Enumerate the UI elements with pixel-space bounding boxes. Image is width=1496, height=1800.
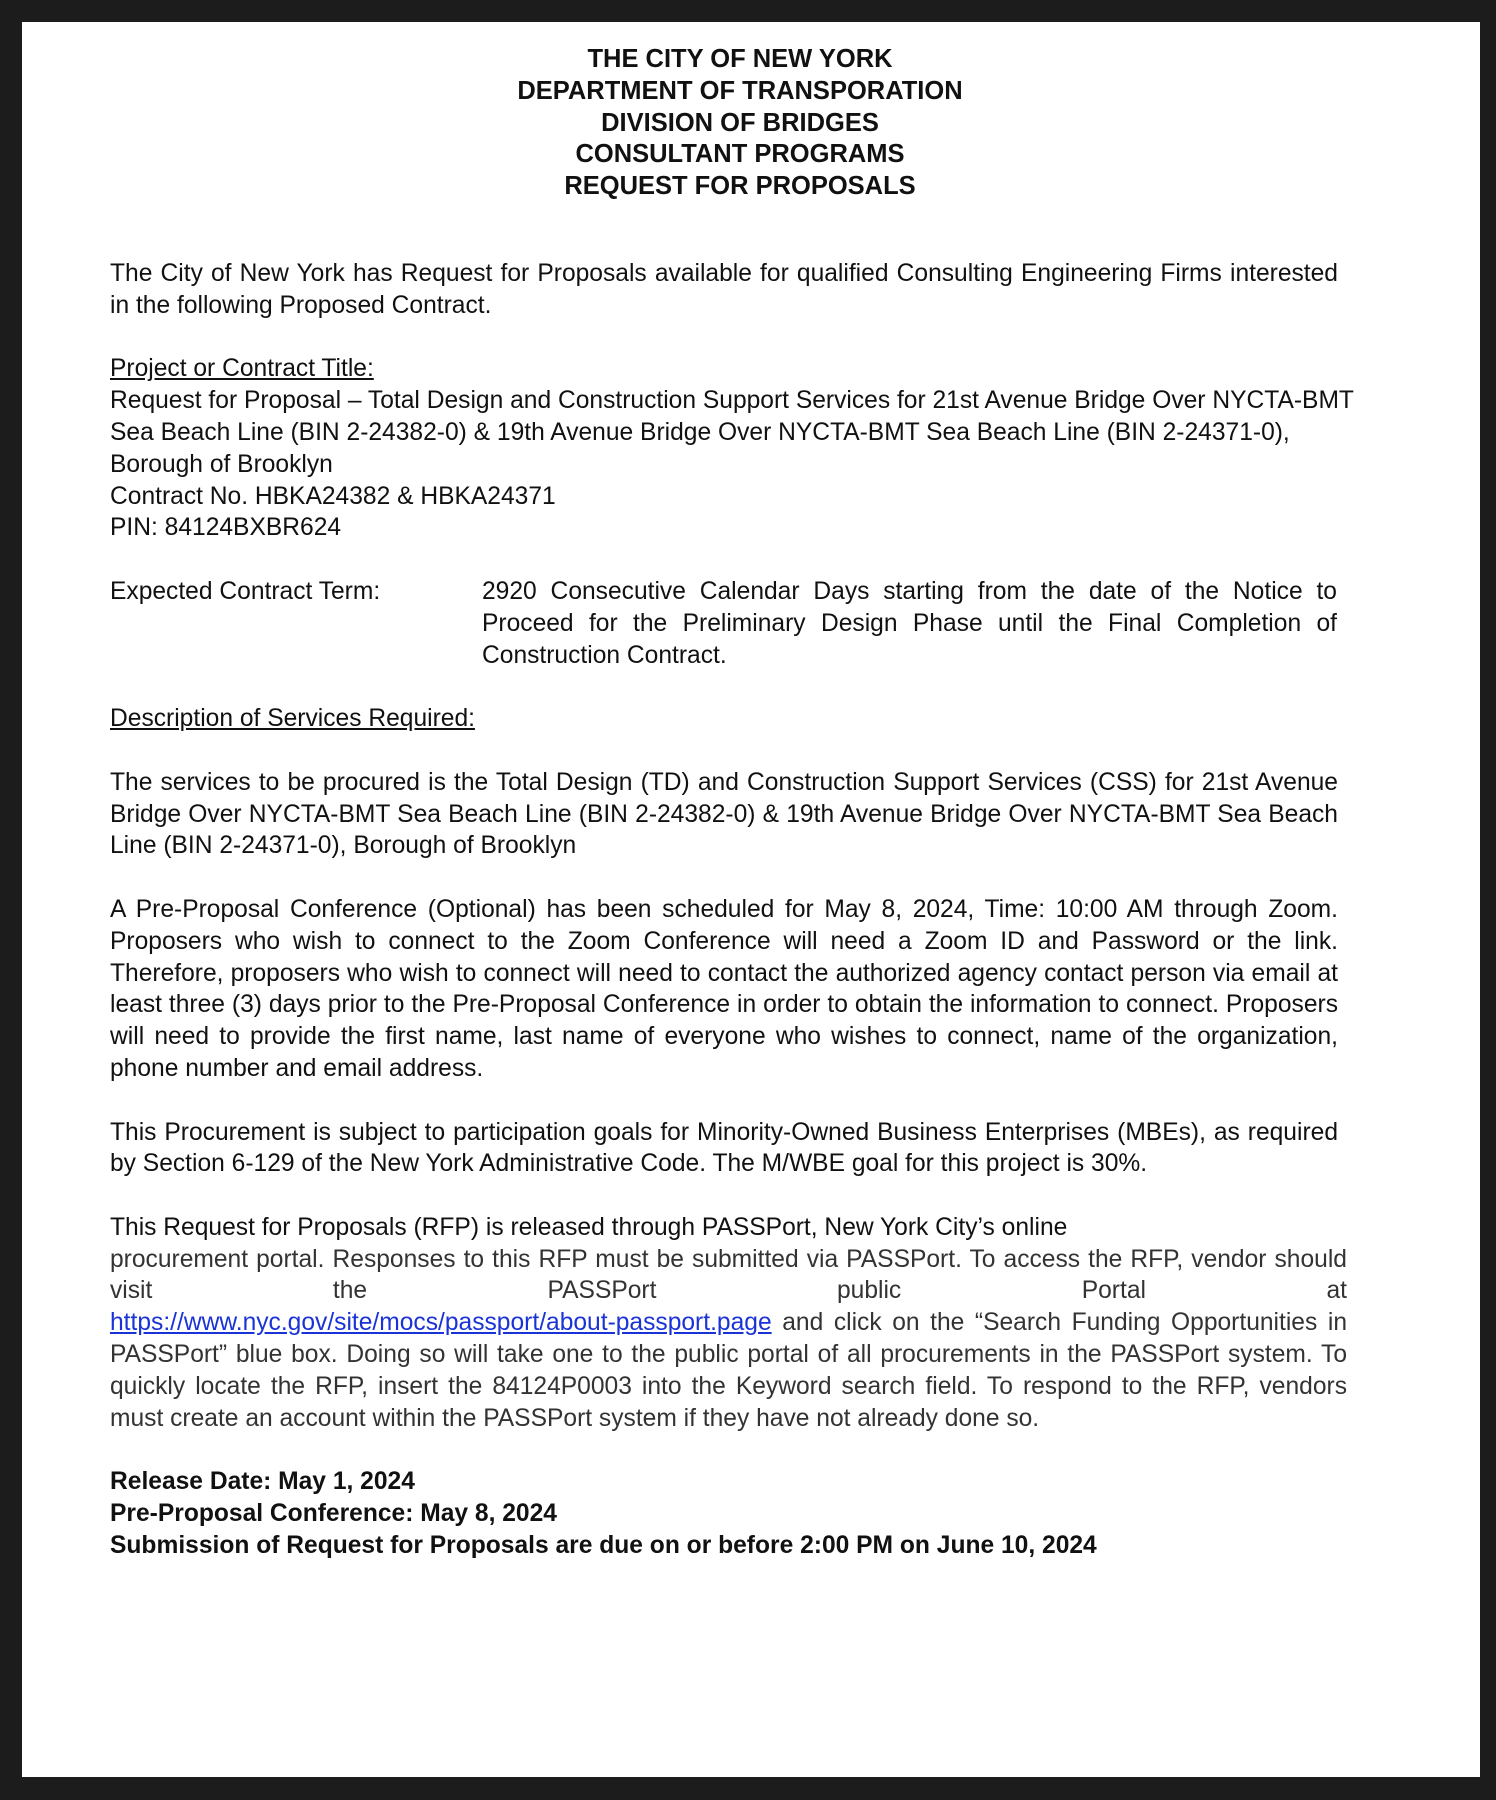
header-line-department: DEPARTMENT OF TRANSPORATION <box>517 76 963 105</box>
header-line-division: DIVISION OF BRIDGES <box>601 108 879 137</box>
conference-paragraph: A Pre-Proposal Conference (Optional) has been scheduled for May 8, 2024, Time: 10:00 AM through Zoom. Proposers who wish to connect to the Zoom Conference will need a Zoom ID and Password or the link. Therefore, proposers who wish to connect will need to contact the authorized agency contact person via email at least three (3) days prior to the Pre-Proposal Conference in order to obtain the information to connect. Proposers will need to provide the first name, last name of everyone who wishes to connect, name of the organization, phone number and email address. <box>110 895 1338 1082</box>
contract-number: Contract No. HBKA24382 & HBKA24371 <box>110 482 556 510</box>
passport-section <box>110 1212 1347 1435</box>
document-header <box>110 44 1370 203</box>
release-date: Release Date: May 1, 2024 <box>110 1468 415 1496</box>
project-title: Request for Proposal – Total Design and Construction Support Services for 21st Avenue Bridge Over NYCTA-BMT Sea Beach Line (BIN 2-24382-0) & 19th Avenue Bridge Over NYCTA-BMT Sea Beach Line (BIN 2-24371-0), Borough of Brooklyn <box>110 387 1354 478</box>
project-pin: PIN: 84124BXBR624 <box>110 514 342 542</box>
services-heading: Description of Services Required: <box>110 705 475 733</box>
key-dates <box>110 1466 1370 1561</box>
passport-text-after-link: and click on the “Search Funding Opportunities in PASSPort” blue box. Doing so will take one to the public portal of all procurements in the PASSPort system. To quickly locate the RFP, insert the 84124P0003 into the Keyword search field. To respond to the RFP, vendors must create an account within the PASSPort system if they have not already done so. <box>110 1309 1347 1432</box>
header-line-programs: CONSULTANT PROGRAMS <box>575 140 905 169</box>
passport-link-paragraph <box>110 1307 1347 1434</box>
project-section <box>110 353 1370 544</box>
passport-link[interactable]: https://www.nyc.gov/site/mocs/passport/about-passport.page <box>110 1309 772 1337</box>
submission-deadline: Submission of Request for Proposals are due on or before 2:00 PM on June 10, 2024 <box>110 1531 1097 1559</box>
document-page <box>22 22 1480 1777</box>
services-paragraph: The services to be procured is the Total Design (TD) and Construction Support Services (CSS) for 21st Avenue Bridge Over NYCTA-BMT Sea Beach Line (BIN 2-24382-0) & 19th Avenue Bridge Over NYCTA-BMT Sea Beach Line (BIN 2-24371-0), Borough of Brooklyn <box>110 768 1338 860</box>
passport-line1: This Request for Proposals (RFP) is released through PASSPort, New York City’s online <box>110 1213 1068 1241</box>
document-content <box>110 44 1370 1562</box>
contract-term-section <box>110 576 1370 671</box>
header-line-city: THE CITY OF NEW YORK <box>587 45 893 73</box>
passport-text-before-link: procurement portal. Responses to this RFP must be submitted via PASSPort. To access the RFP, vendor should visit the PASSPort public Portal at <box>110 1245 1347 1305</box>
contract-term-text: 2920 Consecutive Calendar Days starting from the date of the Notice to Proceed for the Preliminary Design Phase until the Final Completion of Construction Contract. <box>482 577 1337 669</box>
contract-term-label: Expected Contract Term: <box>110 577 381 605</box>
intro-paragraph: The City of New York has Request for Proposals available for qualified Consulting Engineering Firms interested in the following Proposed Contract. <box>110 259 1338 319</box>
header-line-rfp: REQUEST FOR PROPOSALS <box>564 172 916 201</box>
project-heading: Project or Contract Title: <box>110 355 374 383</box>
mbe-paragraph: This Procurement is subject to participation goals for Minority-Owned Business Enterprises (MBEs), as required by Section 6-129 of the New York Administrative Code. The M/WBE goal for this project is 30%. <box>110 1118 1338 1178</box>
conference-date: Pre-Proposal Conference: May 8, 2024 <box>110 1500 557 1528</box>
